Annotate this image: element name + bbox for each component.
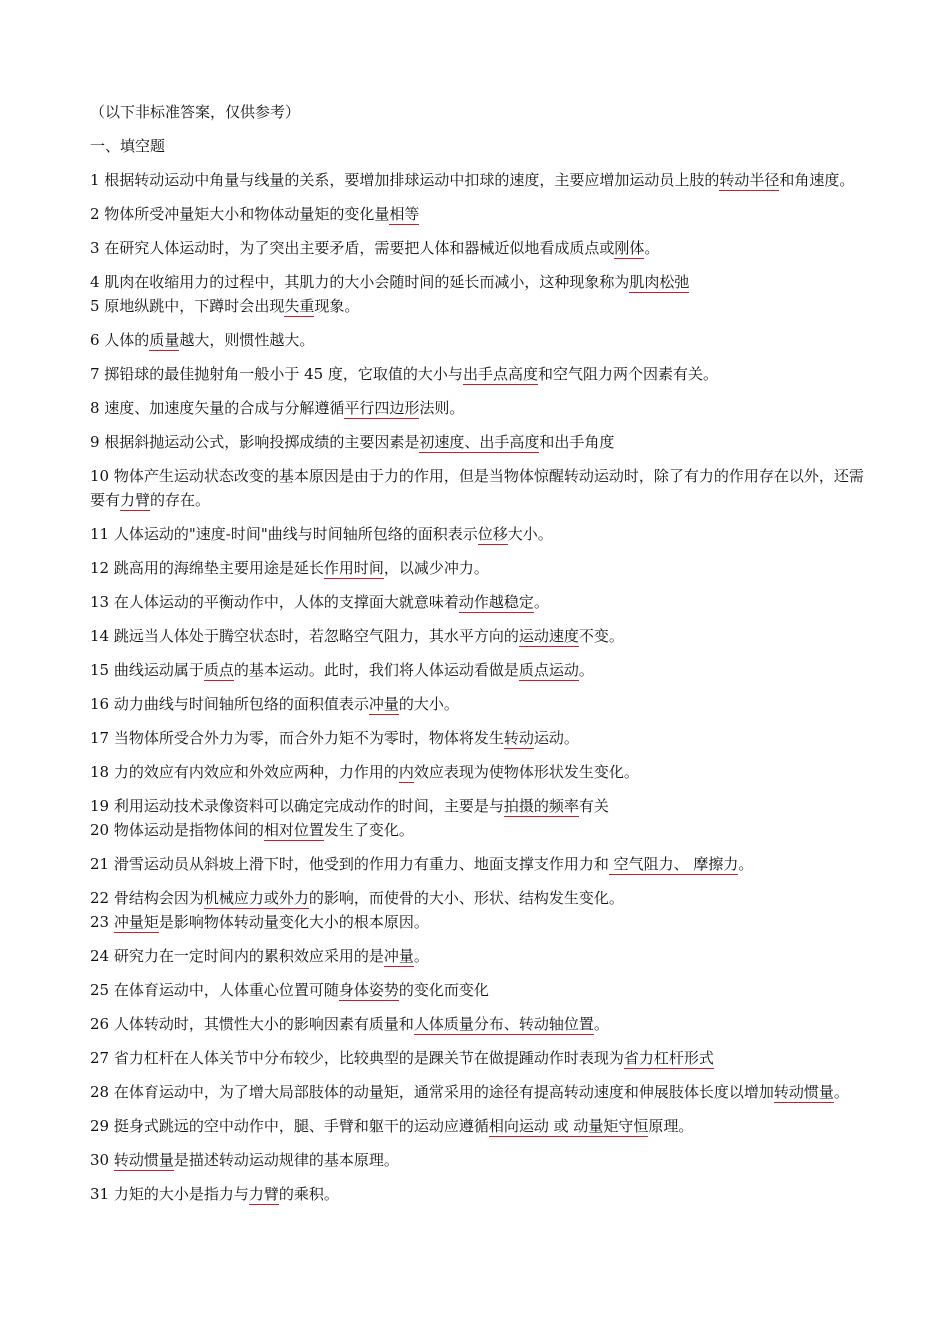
answer-text: 相等 <box>389 205 420 223</box>
question-text: 。 <box>738 855 754 873</box>
answer-text: 空气阻力、 摩擦力 <box>608 855 739 873</box>
answer-text: 出手点高度 <box>462 365 538 383</box>
question-text: 14 跳远当人体处于腾空状态时，若忽略空气阻力，其水平方向的 <box>90 627 519 645</box>
question-list <box>90 168 870 1206</box>
question-text: 的变化而变化 <box>398 981 489 999</box>
question-text: 18 力的效应有内效应和外效应两种，力作用的 <box>90 763 399 781</box>
question-text: ，以减少冲力。 <box>383 559 489 577</box>
answer-text: 转动半径 <box>719 171 780 189</box>
question-item <box>90 328 870 352</box>
disclaimer-note: （以下非标准答案，仅供参考） <box>90 103 301 121</box>
answer-text: 初速度、出手高度 <box>419 433 540 451</box>
question-text: 的影响，而使骨的大小、形状、结构发生变化。 <box>308 889 624 907</box>
answer-text: 作用时间 <box>323 559 384 577</box>
question-item <box>90 658 870 682</box>
answer-text: 机械应力或外力 <box>203 889 309 907</box>
question-text: 效应表现为使物体形状发生变化。 <box>413 763 639 781</box>
question-item <box>90 818 870 842</box>
question-text: 13 在人体运动的平衡动作中，人体的支撑面大就意味着 <box>90 593 459 611</box>
answer-text: 转动惯量 <box>113 1151 174 1169</box>
question-text: 19 利用运动技术录像资料可以确定完成动作的时间，主要是与 <box>90 797 504 815</box>
question-item <box>90 1012 870 1036</box>
question-text: 和空气阻力两个因素有关。 <box>537 365 718 383</box>
answer-text: 质点 <box>203 661 234 679</box>
question-text: 12 跳高用的海绵垫主要用途是延长 <box>90 559 324 577</box>
question-item <box>90 1080 870 1104</box>
answer-text: 人体质量分布、转动轴位置 <box>413 1015 594 1033</box>
question-text: 法则。 <box>419 399 465 417</box>
question-text: 原理。 <box>648 1117 694 1135</box>
question-text: 22 骨结构会因为 <box>90 889 204 907</box>
question-text: 和角速度。 <box>779 171 855 189</box>
question-text: 8 速度、加速度矢量的合成与分解遵循 <box>90 399 345 417</box>
question-text: 现象。 <box>314 297 360 315</box>
answer-text: 位移 <box>477 525 508 543</box>
question-text: 的存在。 <box>150 491 211 509</box>
question-item <box>90 236 870 260</box>
question-item <box>90 202 870 226</box>
question-text: 27 省力杠杆在人体关节中分布较少，比较典型的是踝关节在做提踵动作时表现为 <box>90 1049 624 1067</box>
question-text: 5 原地纵跳中，下蹲时会出现 <box>90 297 285 315</box>
question-text: 24 研究力在一定时间内的累积效应采用的是 <box>90 947 384 965</box>
question-text: 不变。 <box>578 627 624 645</box>
question-text: 是描述转动运动规律的基本原理。 <box>173 1151 399 1169</box>
answer-text: 冲量 <box>383 947 414 965</box>
answer-text: 身体姿势 <box>338 981 399 999</box>
answer-text: 运动速度 <box>518 627 579 645</box>
question-text: 1 根据转动运动中角量与线量的关系，要增加排球运动中扣球的速度，主要应增加运动员上肢的 <box>90 171 720 189</box>
question-text: 的大小。 <box>398 695 459 713</box>
question-text: 26 人体转动时，其惯性大小的影响因素有质量和 <box>90 1015 414 1033</box>
question-item <box>90 168 870 192</box>
answer-text: 内 <box>398 763 414 781</box>
question-item <box>90 910 870 934</box>
question-text: 16 动力曲线与时间轴所包络的面积值表示 <box>90 695 369 713</box>
question-item <box>90 556 870 580</box>
section-title: 一、填空题 <box>90 137 166 155</box>
question-item <box>90 760 870 784</box>
question-text: 和出手角度 <box>539 433 615 451</box>
question-text: 30 <box>90 1151 114 1169</box>
question-text: 7 掷铅球的最佳抛射角一般小于 45 度，它取值的大小与 <box>90 365 463 383</box>
answer-text: 力臂 <box>248 1185 279 1203</box>
question-text: 。 <box>578 661 594 679</box>
question-text: 10 物体产生运动状态改变的基本原因是由于力的作用，但是当物体惊醒转动运动时，除了有力的作用存在以外，还需要有 <box>90 467 864 509</box>
question-item <box>90 294 870 318</box>
answer-text: 刚体 <box>614 239 645 257</box>
question-text: 11 人体运动的"速度-时间"曲线与时间轴所包络的面积表示 <box>90 525 478 543</box>
answer-text: 相向运动 或 动量矩守恒 <box>488 1117 649 1135</box>
question-text: 。 <box>833 1083 849 1101</box>
question-text: 4 肌肉在收缩用力的过程中，其肌力的大小会随时间的延长而减小，这种现象称为 <box>90 273 630 291</box>
question-text: 。 <box>644 239 660 257</box>
question-item <box>90 1046 870 1070</box>
answer-text: 省力杠杆形式 <box>623 1049 714 1067</box>
question-text: 。 <box>413 947 429 965</box>
question-text: 的基本运动。此时，我们将人体运动看做是 <box>233 661 519 679</box>
question-item <box>90 726 870 750</box>
question-item <box>90 396 870 420</box>
answer-text: 转动 <box>503 729 534 747</box>
question-text: 3 在研究人体运动时，为了突出主要矛盾，需要把人体和器械近似地看成质点或 <box>90 239 615 257</box>
question-item <box>90 978 870 1002</box>
question-text: 9 根据斜抛运动公式，影响投掷成绩的主要因素是 <box>90 433 420 451</box>
question-text: 大小。 <box>507 525 553 543</box>
question-text: 运动。 <box>533 729 579 747</box>
question-text: 15 曲线运动属于 <box>90 661 204 679</box>
question-item <box>90 1182 870 1206</box>
question-item <box>90 944 870 968</box>
question-text: 6 人体的 <box>90 331 150 349</box>
question-item <box>90 1148 870 1172</box>
answer-text: 动作越稳定 <box>458 593 534 611</box>
question-text: 28 在体育运动中，为了增大局部肢体的动量矩，通常采用的途径有提高转动速度和伸展肢体长度以增加 <box>90 1083 774 1101</box>
question-text: 25 在体育运动中，人体重心位置可随 <box>90 981 339 999</box>
question-item <box>90 1114 870 1138</box>
question-text: 。 <box>533 593 549 611</box>
question-text: 越大，则惯性越大。 <box>179 331 315 349</box>
question-text: 20 物体运动是指物体间的 <box>90 821 264 839</box>
answer-text: 相对位置 <box>263 821 324 839</box>
answer-text: 冲量 <box>368 695 399 713</box>
question-item <box>90 886 870 910</box>
question-text: 2 物体所受冲量矩大小和物体动量矩的变化量 <box>90 205 390 223</box>
question-item <box>90 522 870 546</box>
answer-text: 失重 <box>284 297 315 315</box>
answer-text: 转动惯量 <box>773 1083 834 1101</box>
question-text: 的乘积。 <box>278 1185 339 1203</box>
question-text: 21 滑雪运动员从斜坡上滑下时，他受到的作用力有重力、地面支撑支作用力和 <box>90 855 609 873</box>
question-item <box>90 430 870 454</box>
question-text: 23 <box>90 913 114 931</box>
answer-text: 平行四边形 <box>344 399 420 417</box>
question-text: 发生了变化。 <box>323 821 414 839</box>
answer-text: 力臂 <box>120 491 151 509</box>
question-text: 有关 <box>578 797 609 815</box>
answer-text: 质量 <box>149 331 180 349</box>
question-text: 是影响物体转动量变化大小的根本原因。 <box>158 913 429 931</box>
answer-text: 冲量矩 <box>113 913 159 931</box>
question-item <box>90 270 870 294</box>
question-item <box>90 794 870 818</box>
answer-text: 肌肉松弛 <box>629 273 690 291</box>
question-item <box>90 590 870 614</box>
answer-text: 拍摄的频率 <box>503 797 579 815</box>
question-item <box>90 362 870 386</box>
question-text: 29 挺身式跳远的空中动作中，腿、手臂和躯干的运动应遵循 <box>90 1117 489 1135</box>
question-item <box>90 464 870 512</box>
answer-text: 质点运动 <box>518 661 579 679</box>
question-item <box>90 624 870 648</box>
question-text: 。 <box>593 1015 609 1033</box>
question-item <box>90 852 870 876</box>
question-item <box>90 692 870 716</box>
question-text: 17 当物体所受合外力为零，而合外力矩不为零时，物体将发生 <box>90 729 504 747</box>
question-text: 31 力矩的大小是指力与 <box>90 1185 249 1203</box>
